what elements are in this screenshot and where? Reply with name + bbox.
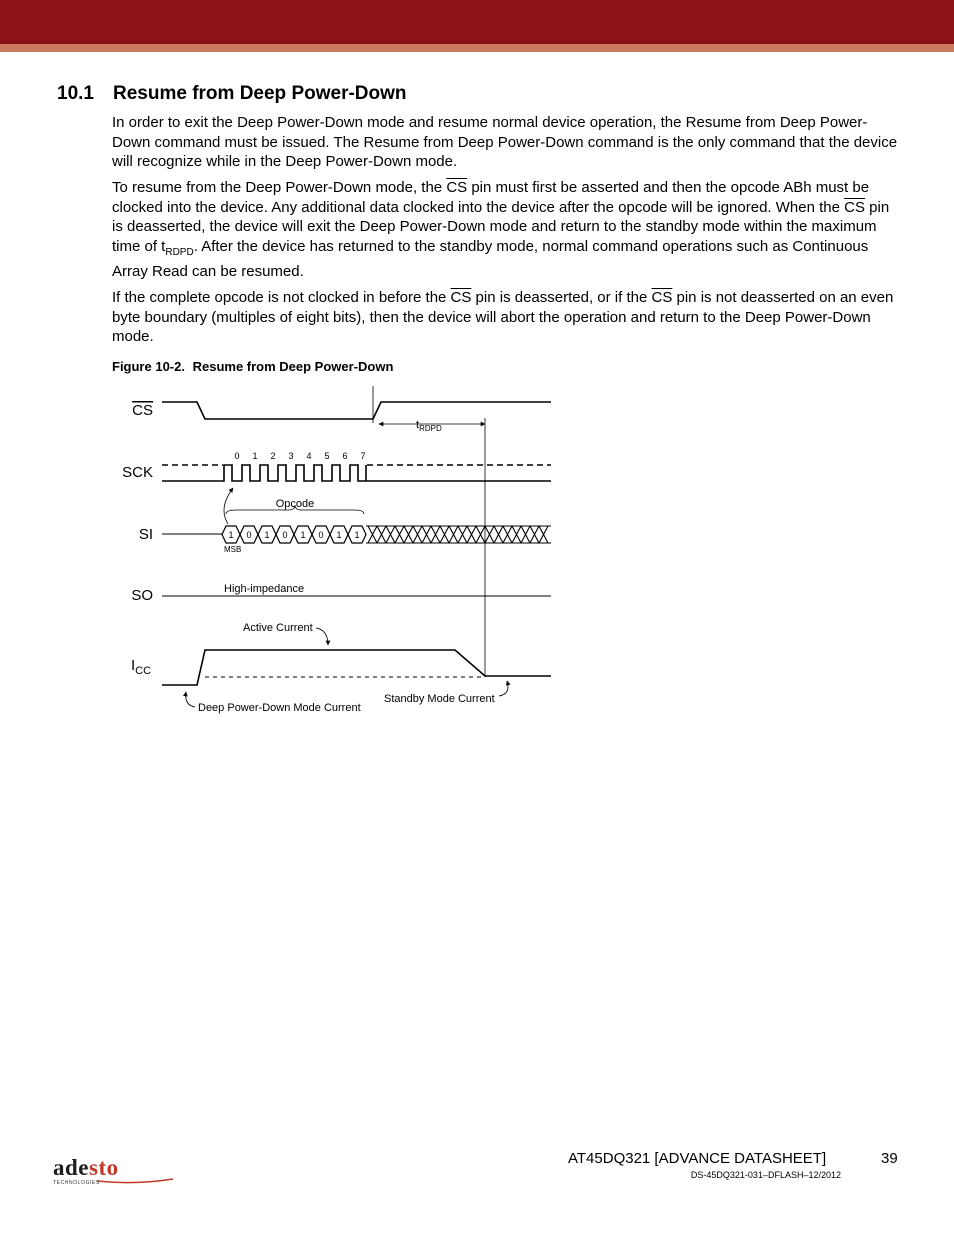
section-title: Resume from Deep Power-Down: [113, 83, 407, 104]
so-state-label: High-impedance: [224, 583, 305, 595]
si-bit-value: 1: [336, 530, 342, 540]
si-dont-care-mark: [467, 526, 476, 543]
paragraph-2-text: pin must first be asserted and then the opcode ABh must be clocked into the device. Any additional data clocked into the device after the opcode will be ignored. When the: [112, 179, 870, 216]
logo-part-2: sto: [89, 1155, 119, 1180]
si-dont-care-mark: [476, 526, 485, 543]
si-dont-care-mark: [530, 526, 539, 543]
footer-doc-number: DS-45DQ321-031–DFLASH–12/2012: [690, 1170, 841, 1180]
si-dont-care-mark: [368, 526, 377, 543]
opcode-label: Opcode: [275, 498, 315, 510]
si-label: SI: [138, 526, 153, 543]
active-current-arrow: [316, 628, 328, 645]
logo-part-1: ade: [53, 1155, 89, 1180]
icc-label: $I_{CC}$: [131, 657, 152, 677]
clock-number: 1: [252, 451, 258, 461]
msb-label: MSB: [224, 545, 242, 554]
si-dont-care-mark: [512, 526, 521, 543]
si-bit-value: 0: [246, 530, 252, 540]
figure-title: Resume from Deep Power-Down: [192, 359, 394, 374]
si-bit-value: 0: [318, 530, 324, 540]
si-dont-care-mark: [503, 526, 512, 543]
sck-waveform: [162, 465, 551, 481]
si-dont-care-mark: [422, 526, 431, 543]
adesto-logo: [53, 1156, 119, 1186]
cs-waveform: [162, 402, 551, 419]
active-current-label: Active Current: [243, 622, 313, 634]
sck-label: SCK: [122, 464, 153, 481]
si-bits: [222, 526, 551, 543]
si-dont-care-mark: [539, 526, 548, 543]
paragraph-3-text: pin is deasserted, or if the: [471, 289, 652, 306]
clock-number: 5: [324, 451, 330, 461]
figure-label: Figure 10-2.: [112, 359, 185, 374]
si-dont-care-mark: [395, 526, 404, 543]
sck-to-si-arrow: [224, 488, 233, 524]
clock-number: 0: [234, 451, 240, 461]
si-dont-care-mark: [413, 526, 422, 543]
deep-pd-current-label: Deep Power-Down Mode Current: [198, 702, 361, 714]
header-bar: [0, 0, 954, 44]
si-dont-care-mark: [449, 526, 458, 543]
cs-signal-ref: $\overline{CS}$: [450, 289, 472, 306]
cs-signal-ref: $\overline{CS}$: [446, 179, 468, 196]
cs-signal-ref: $\overline{CS}$: [651, 289, 673, 306]
cs-signal-ref: $\overline{CS}$: [844, 198, 865, 216]
icc-waveform: [162, 650, 551, 685]
si-dont-care-mark: [485, 526, 494, 543]
paragraph-2-text: pin is deasserted, the device will exit the Deep Power-Down mode and return to the standby mode within the maximum time of t: [112, 198, 890, 255]
section-heading: [57, 82, 407, 106]
paragraph-2: [112, 178, 902, 282]
si-dont-care-mark: [377, 526, 386, 543]
clock-number: 3: [288, 451, 294, 461]
trdpd-subscript: RDPD: [165, 246, 194, 258]
paragraph-3: [112, 288, 902, 347]
si-dont-care-mark: [404, 526, 413, 543]
si-dont-care-mark: [458, 526, 467, 543]
clock-number: 6: [342, 451, 348, 461]
logo-wordmark: [53, 1156, 119, 1180]
clock-number: 2: [270, 451, 276, 461]
figure-caption: [112, 359, 393, 374]
si-bit-value: 0: [282, 530, 288, 540]
body-text: [112, 113, 902, 353]
so-label: SO: [131, 587, 153, 604]
header-stripe: [0, 44, 954, 52]
standby-current-label: Standby Mode Current: [384, 693, 495, 705]
trdpd-label: $t_{RDPD}$: [416, 419, 442, 433]
paragraph-3-text: If the complete opcode is not clocked in before the: [112, 289, 451, 306]
paragraph-3-text: pin is not deasserted on an even byte boundary (multiples of eight bits), then the device will abort the operation and return to the Deep Power-Down mode.: [112, 289, 894, 345]
footer-doc-title: AT45DQ321 [ADVANCE DATASHEET]: [568, 1150, 827, 1167]
cs-label: CS: [132, 402, 153, 419]
si-dont-care-mark: [440, 526, 449, 543]
deep-pd-current-arrow: [186, 692, 195, 707]
timing-diagram: [0, 380, 954, 720]
si-dont-care-mark: [386, 526, 395, 543]
clock-numbers: [234, 451, 365, 461]
si-dont-care-mark: [494, 526, 503, 543]
si-bit-value: 1: [264, 530, 270, 540]
clock-number: 4: [306, 451, 312, 461]
clock-number: 7: [360, 451, 366, 461]
paragraph-2-text: To resume from the Deep Power-Down mode, the: [112, 179, 447, 196]
paragraph-2-text: . After the device has returned to the standby mode, normal command operations such as Continuous Array Read can be resumed.: [112, 237, 869, 280]
paragraph-1: In order to exit the Deep Power-Down mode and resume normal device operation, the Resume from Deep Power-Down command must be issued. The Resume from Deep Power-Down command is the only command that the device will recognize while in the Deep Power-Down mode.: [112, 114, 898, 170]
logo-subtitle: TECHNOLOGIES: [53, 1180, 100, 1186]
standby-current-arrow: [499, 681, 508, 696]
section-number: 10.1: [57, 83, 94, 104]
si-bit-value: 1: [300, 530, 306, 540]
footer-page-number: 39: [881, 1150, 898, 1167]
si-bit-value: 1: [228, 530, 234, 540]
si-bit-value: 1: [354, 530, 360, 540]
si-dont-care-mark: [431, 526, 440, 543]
logo-swoosh-icon: [95, 1178, 175, 1184]
si-dont-care-mark: [521, 526, 530, 543]
